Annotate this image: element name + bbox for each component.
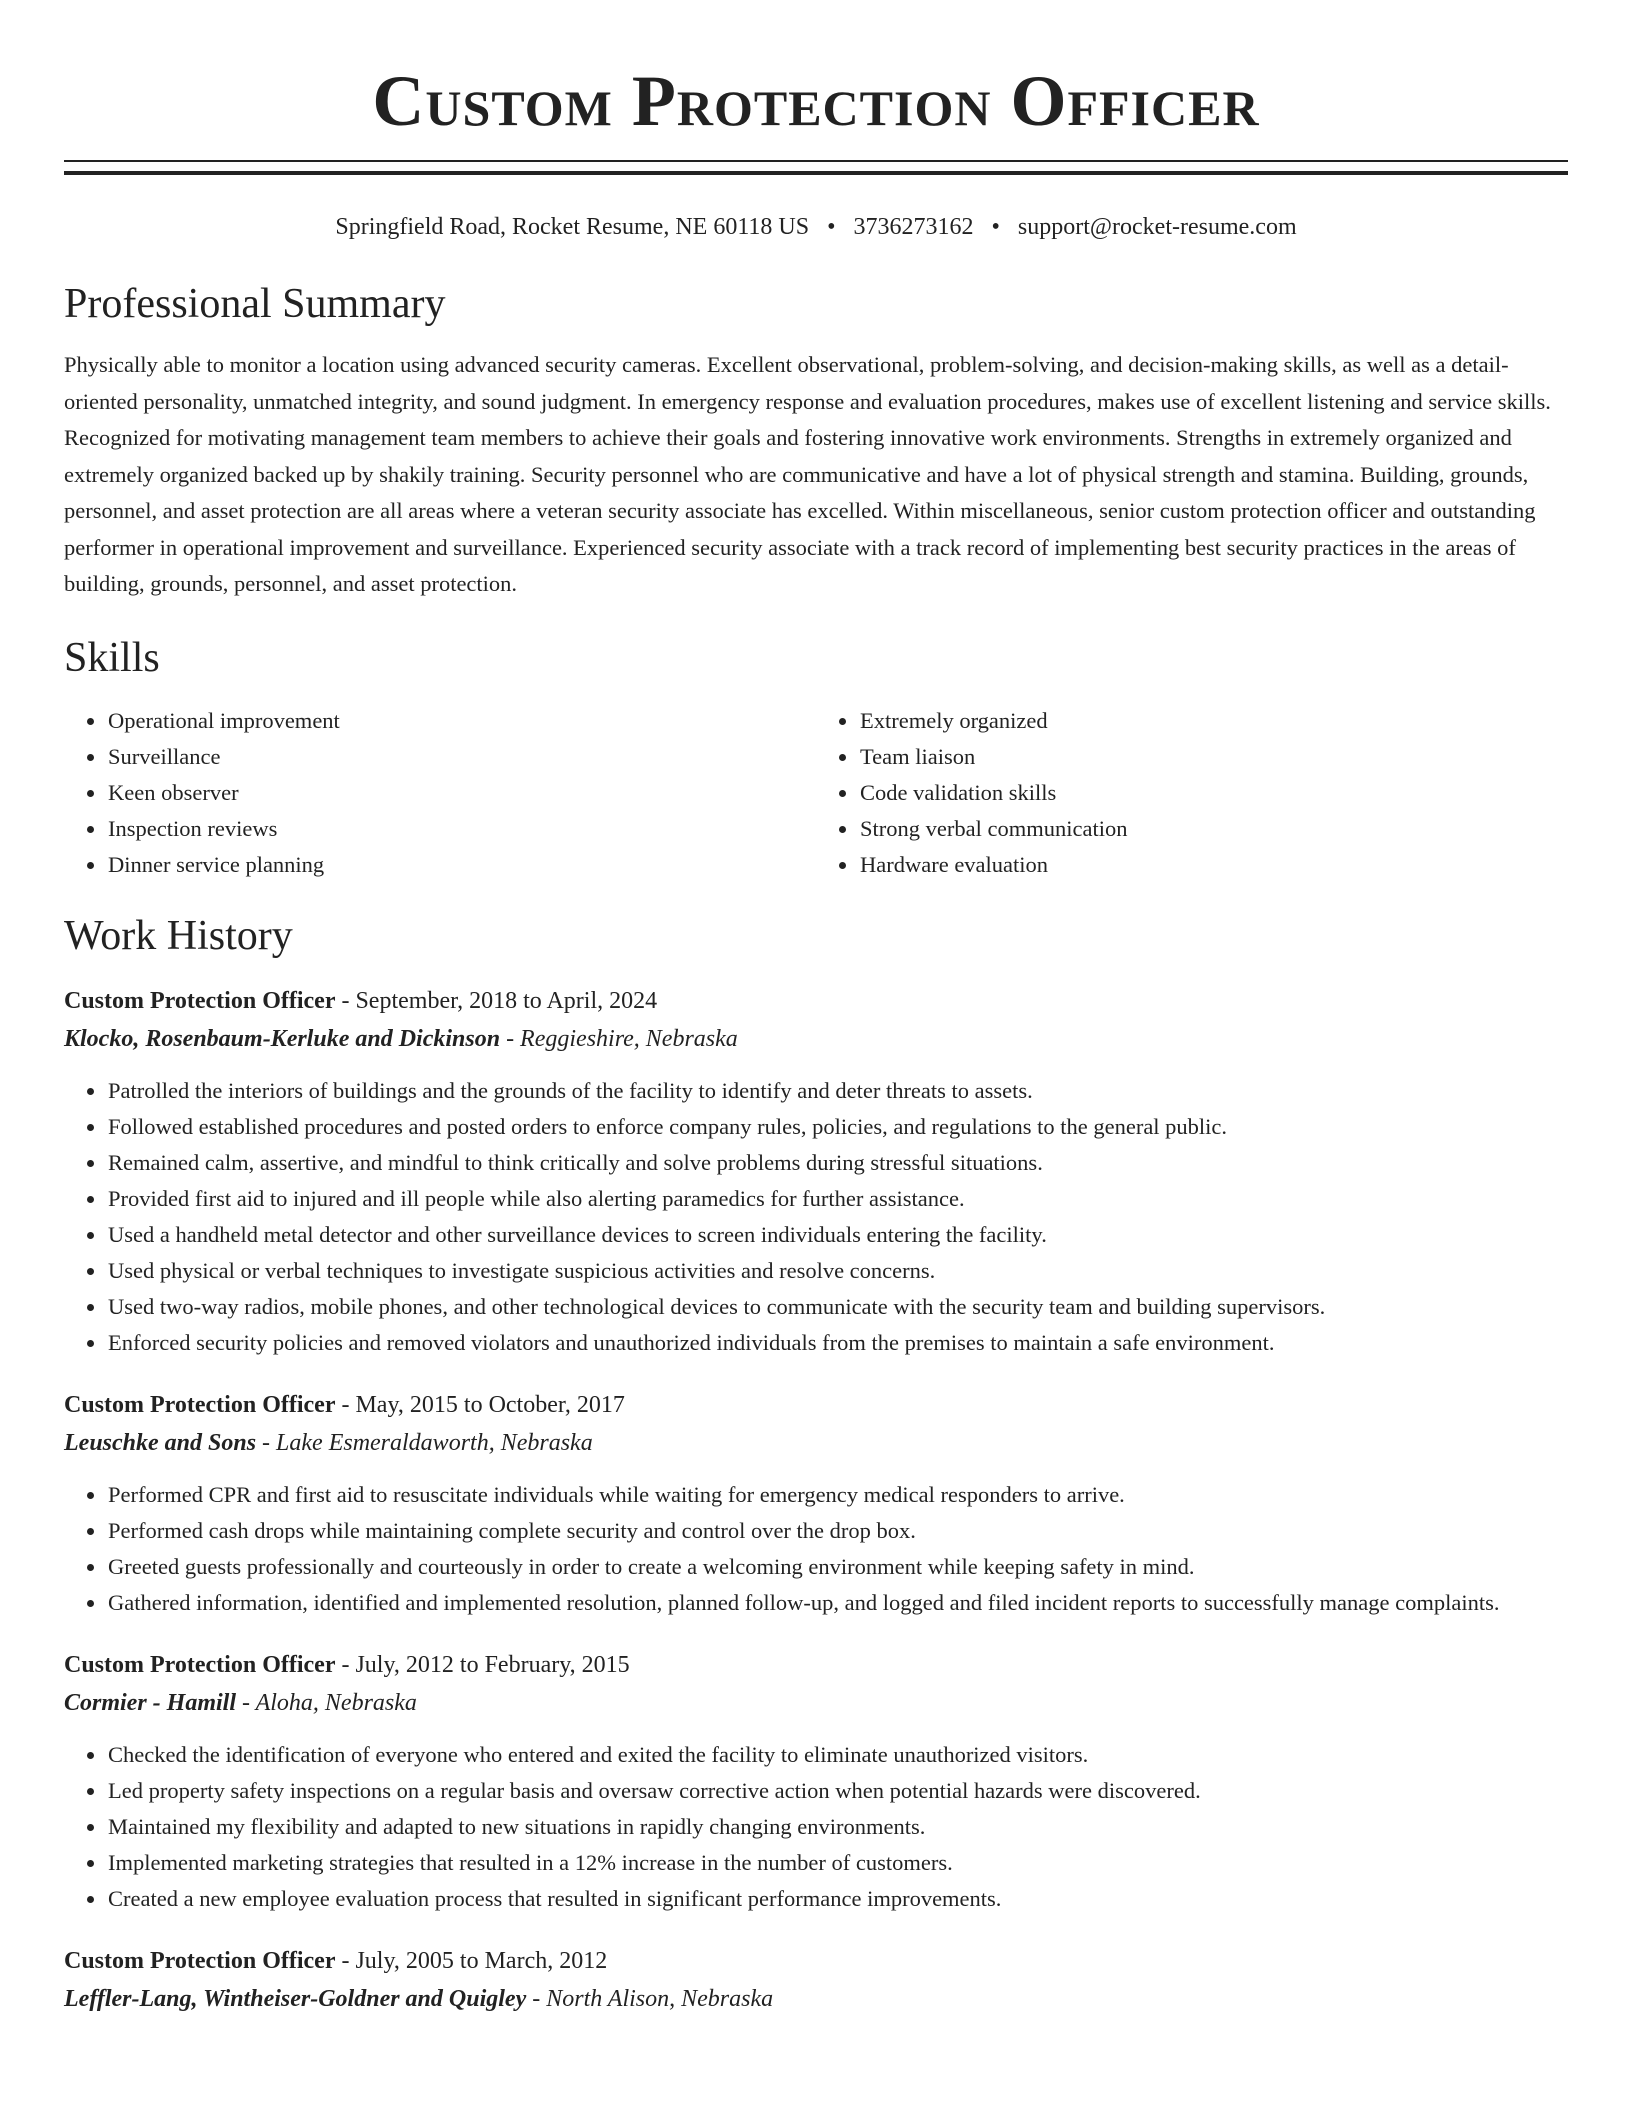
company-line <box>64 1683 1568 1723</box>
job-entry <box>64 983 1568 1361</box>
company-location: - North Alison, Nebraska <box>526 1985 774 2012</box>
skill-item: • Strong verbal communication <box>859 811 1568 847</box>
duty-item: • Remained calm, assertive, and mindful to think critically and solve problems during stressful situations. <box>107 1145 1568 1181</box>
contact-line <box>64 211 1568 243</box>
company-location: - Reggieshire, Nebraska <box>500 1025 738 1052</box>
duty-item: • Implemented marketing strategies that resulted in a 12% increase in the number of customers. <box>107 1845 1568 1881</box>
skill-item: • Team liaison <box>859 739 1568 775</box>
skill-item: • Keen observer <box>107 775 816 811</box>
company-line <box>64 1019 1568 1059</box>
skill-item: • Hardware evaluation <box>859 847 1568 883</box>
duty-item: • Performed CPR and first aid to resuscitate individuals while waiting for emergency medical responders to arrive. <box>107 1477 1568 1513</box>
job-title: Custom Protection Officer <box>64 1391 336 1418</box>
job-duties <box>64 1737 1568 1917</box>
duty-item: • Used physical or verbal techniques to investigate suspicious activities and resolve concerns. <box>107 1253 1568 1289</box>
skill-item: • Code validation skills <box>859 775 1568 811</box>
contact-email: support@rocket-resume.com <box>1017 214 1297 240</box>
company-line <box>64 1979 1568 2019</box>
skills-list <box>64 703 1568 883</box>
company-location: - Lake Esmeraldaworth, Nebraska <box>256 1429 593 1456</box>
job-title: Custom Protection Officer <box>64 1651 336 1678</box>
contact-phone: 3736273162 <box>853 214 974 240</box>
contact-address: Springfield Road, Rocket Resume, NE 60118 US <box>335 214 810 240</box>
duty-item: • Enforced security policies and removed violators and unauthorized individuals from the premises to maintain a safe environment. <box>107 1325 1568 1361</box>
company-name: Leffler-Lang, Wintheiser-Goldner and Quigley <box>64 1985 527 2012</box>
job-entry <box>64 1387 1568 1621</box>
duty-item: • Created a new employee evaluation process that resulted in significant performance improvements. <box>107 1881 1568 1917</box>
job-title: Custom Protection Officer <box>64 1947 336 1974</box>
skill-item: • Extremely organized <box>859 703 1568 739</box>
company-location: - Aloha, Nebraska <box>236 1689 417 1716</box>
work-history-heading: Work History <box>64 912 293 959</box>
job-title-line <box>64 1387 1568 1423</box>
skills-column-left <box>64 703 816 883</box>
job-dates: - September, 2018 to April, 2024 <box>335 987 658 1014</box>
duty-item: • Provided first aid to injured and ill people while also alerting paramedics for further assistance. <box>107 1181 1568 1217</box>
job-duties <box>64 1477 1568 1621</box>
job-dates: - July, 2012 to February, 2015 <box>335 1651 630 1678</box>
duty-item: • Checked the identification of everyone who entered and exited the facility to eliminate unauthorized visitors. <box>107 1737 1568 1773</box>
duty-item: • Led property safety inspections on a regular basis and oversaw corrective action when potential hazards were discovered. <box>107 1773 1568 1809</box>
job-duties <box>64 1073 1568 1361</box>
summary-text: Physically able to monitor a location using advanced security cameras. Excellent observational, problem-solving, and decision-making skills, as well as a detail-oriented personality, unmatched integrity, and sound judgment. In emergency response and evaluation procedures, makes use of excellent listening and service skills. Recognized for motivating management team members to achieve their goals and fostering innovative work environments. Strengths in extremely organized and extremely organized backed up by shakily training. Security personnel who are communicative and have a lot of physical strength and stamina. Building, grounds, personnel, and asset protection are all areas where a veteran security associate has excelled. Within miscellaneous, senior custom protection officer and outstanding performer in operational improvement and surveillance. Experienced security associate with a track record of implementing best security practices in the areas of building, grounds, personnel, and asset protection. <box>64 352 1551 596</box>
duty-item: • Performed cash drops while maintaining complete security and control over the drop box. <box>107 1513 1568 1549</box>
contact-separator: • <box>827 214 836 240</box>
skill-item: • Inspection reviews <box>107 811 816 847</box>
job-entry <box>64 1647 1568 1917</box>
duty-item: • Greeted guests professionally and courteously in order to create a welcoming environment while keeping safety in mind. <box>107 1549 1568 1585</box>
company-name: Klocko, Rosenbaum-Kerluke and Dickinson <box>64 1025 501 1052</box>
job-title: Custom Protection Officer <box>64 987 336 1014</box>
job-dates: - July, 2005 to March, 2012 <box>335 1947 608 1974</box>
job-entry <box>64 1943 1568 2019</box>
duty-item: • Gathered information, identified and implemented resolution, planned follow-up, and logged and filed incident reports to successfully manage complaints. <box>107 1585 1568 1621</box>
duty-item: • Maintained my flexibility and adapted to new situations in rapidly changing environments. <box>107 1809 1568 1845</box>
company-name: Leuschke and Sons <box>64 1429 257 1456</box>
contact-separator: • <box>991 214 1000 240</box>
duty-item: • Used two-way radios, mobile phones, and other technological devices to communicate with the security team and building supervisors. <box>107 1289 1568 1325</box>
skill-item: • Operational improvement <box>107 703 816 739</box>
job-title-line <box>64 983 1568 1019</box>
summary-heading: Professional Summary <box>64 281 446 327</box>
skill-item: • Surveillance <box>107 739 816 775</box>
duty-item: • Patrolled the interiors of buildings and the grounds of the facility to identify and deter threats to assets. <box>107 1073 1568 1109</box>
job-title-line <box>64 1943 1568 1979</box>
page-title: Custom Protection Officer <box>372 61 1260 141</box>
company-name: Cormier - Hamill <box>64 1689 237 1716</box>
skills-heading: Skills <box>64 634 160 681</box>
skills-column-right <box>816 703 1568 883</box>
job-dates: - May, 2015 to October, 2017 <box>335 1391 625 1418</box>
duty-item: • Used a handheld metal detector and other surveillance devices to screen individuals entering the facility. <box>107 1217 1568 1253</box>
duty-item: • Followed established procedures and posted orders to enforce company rules, policies, and regulations to the general public. <box>107 1109 1568 1145</box>
skill-item: • Dinner service planning <box>107 847 816 883</box>
company-line <box>64 1423 1568 1463</box>
job-title-line <box>64 1647 1568 1683</box>
title-divider <box>64 160 1568 175</box>
